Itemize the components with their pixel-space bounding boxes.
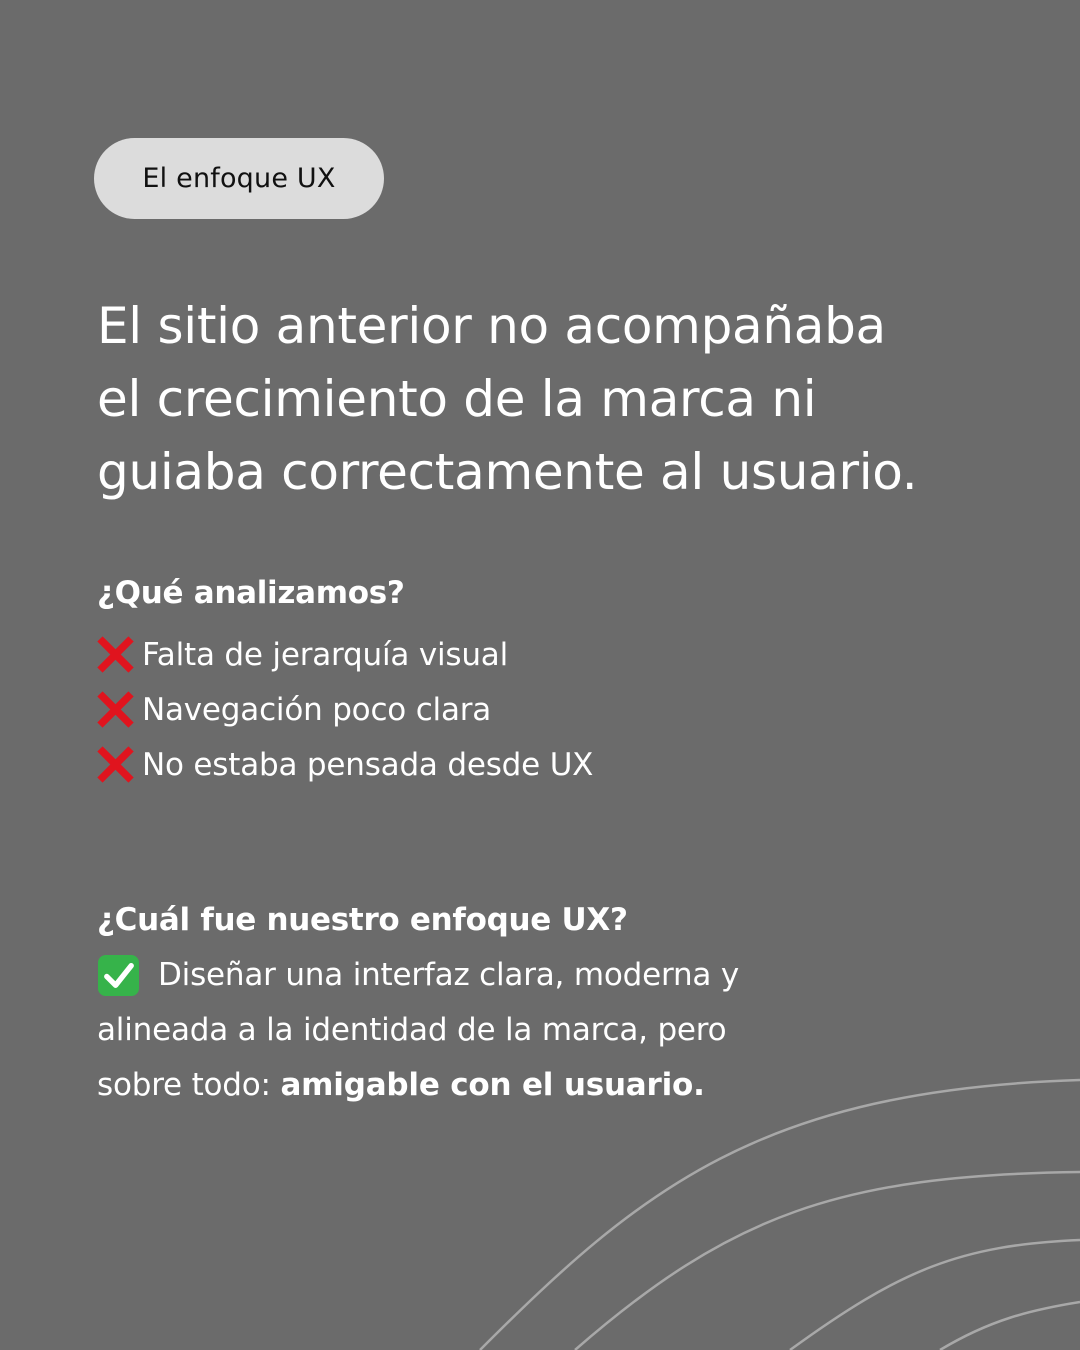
headline-line-2: el crecimiento de la marca ni — [97, 370, 817, 428]
approach-line-2-text: alineada a la identidad de la marca, pero — [97, 1012, 727, 1048]
approach-description — [97, 948, 997, 1113]
approach-line-3 — [97, 1058, 997, 1113]
topic-tag — [94, 138, 384, 219]
approach-title: ¿Cuál fue nuestro enfoque UX? — [97, 902, 628, 938]
approach-line-1 — [97, 948, 997, 1003]
decor-curve-4 — [940, 1302, 1080, 1350]
approach-line-3-bold: amigable con el usuario. — [280, 1067, 705, 1103]
approach-line-3-regular: sobre todo: — [97, 1067, 281, 1103]
decor-curve-1 — [480, 1080, 1080, 1350]
red-cross-mark-icon — [97, 636, 134, 673]
headline — [97, 290, 1037, 509]
analysis-item-label: Navegación poco clara — [142, 691, 492, 728]
analysis-item-label: Falta de jerarquía visual — [142, 636, 508, 673]
green-check-mark-icon — [97, 954, 140, 997]
analysis-item-1 — [97, 627, 593, 682]
analysis-item-3 — [97, 737, 593, 792]
analysis-item-label: No estaba pensada desde UX — [142, 746, 594, 783]
headline-line-3: guiaba correctamente al usuario. — [97, 443, 918, 501]
red-cross-mark-icon — [97, 746, 134, 783]
analysis-list — [97, 627, 593, 792]
red-cross-mark-icon — [97, 691, 134, 728]
topic-tag-label: El enfoque UX — [142, 163, 336, 194]
approach-line-2 — [97, 1003, 997, 1058]
analysis-item-2 — [97, 682, 593, 737]
approach-line-1-text: Diseñar una interfaz clara, moderna y — [158, 957, 740, 993]
analysis-title: ¿Qué analizamos? — [97, 575, 405, 611]
decor-curve-3 — [790, 1240, 1080, 1350]
decor-curve-2 — [575, 1172, 1080, 1350]
headline-line-1: El sitio anterior no acompañaba — [97, 297, 886, 355]
